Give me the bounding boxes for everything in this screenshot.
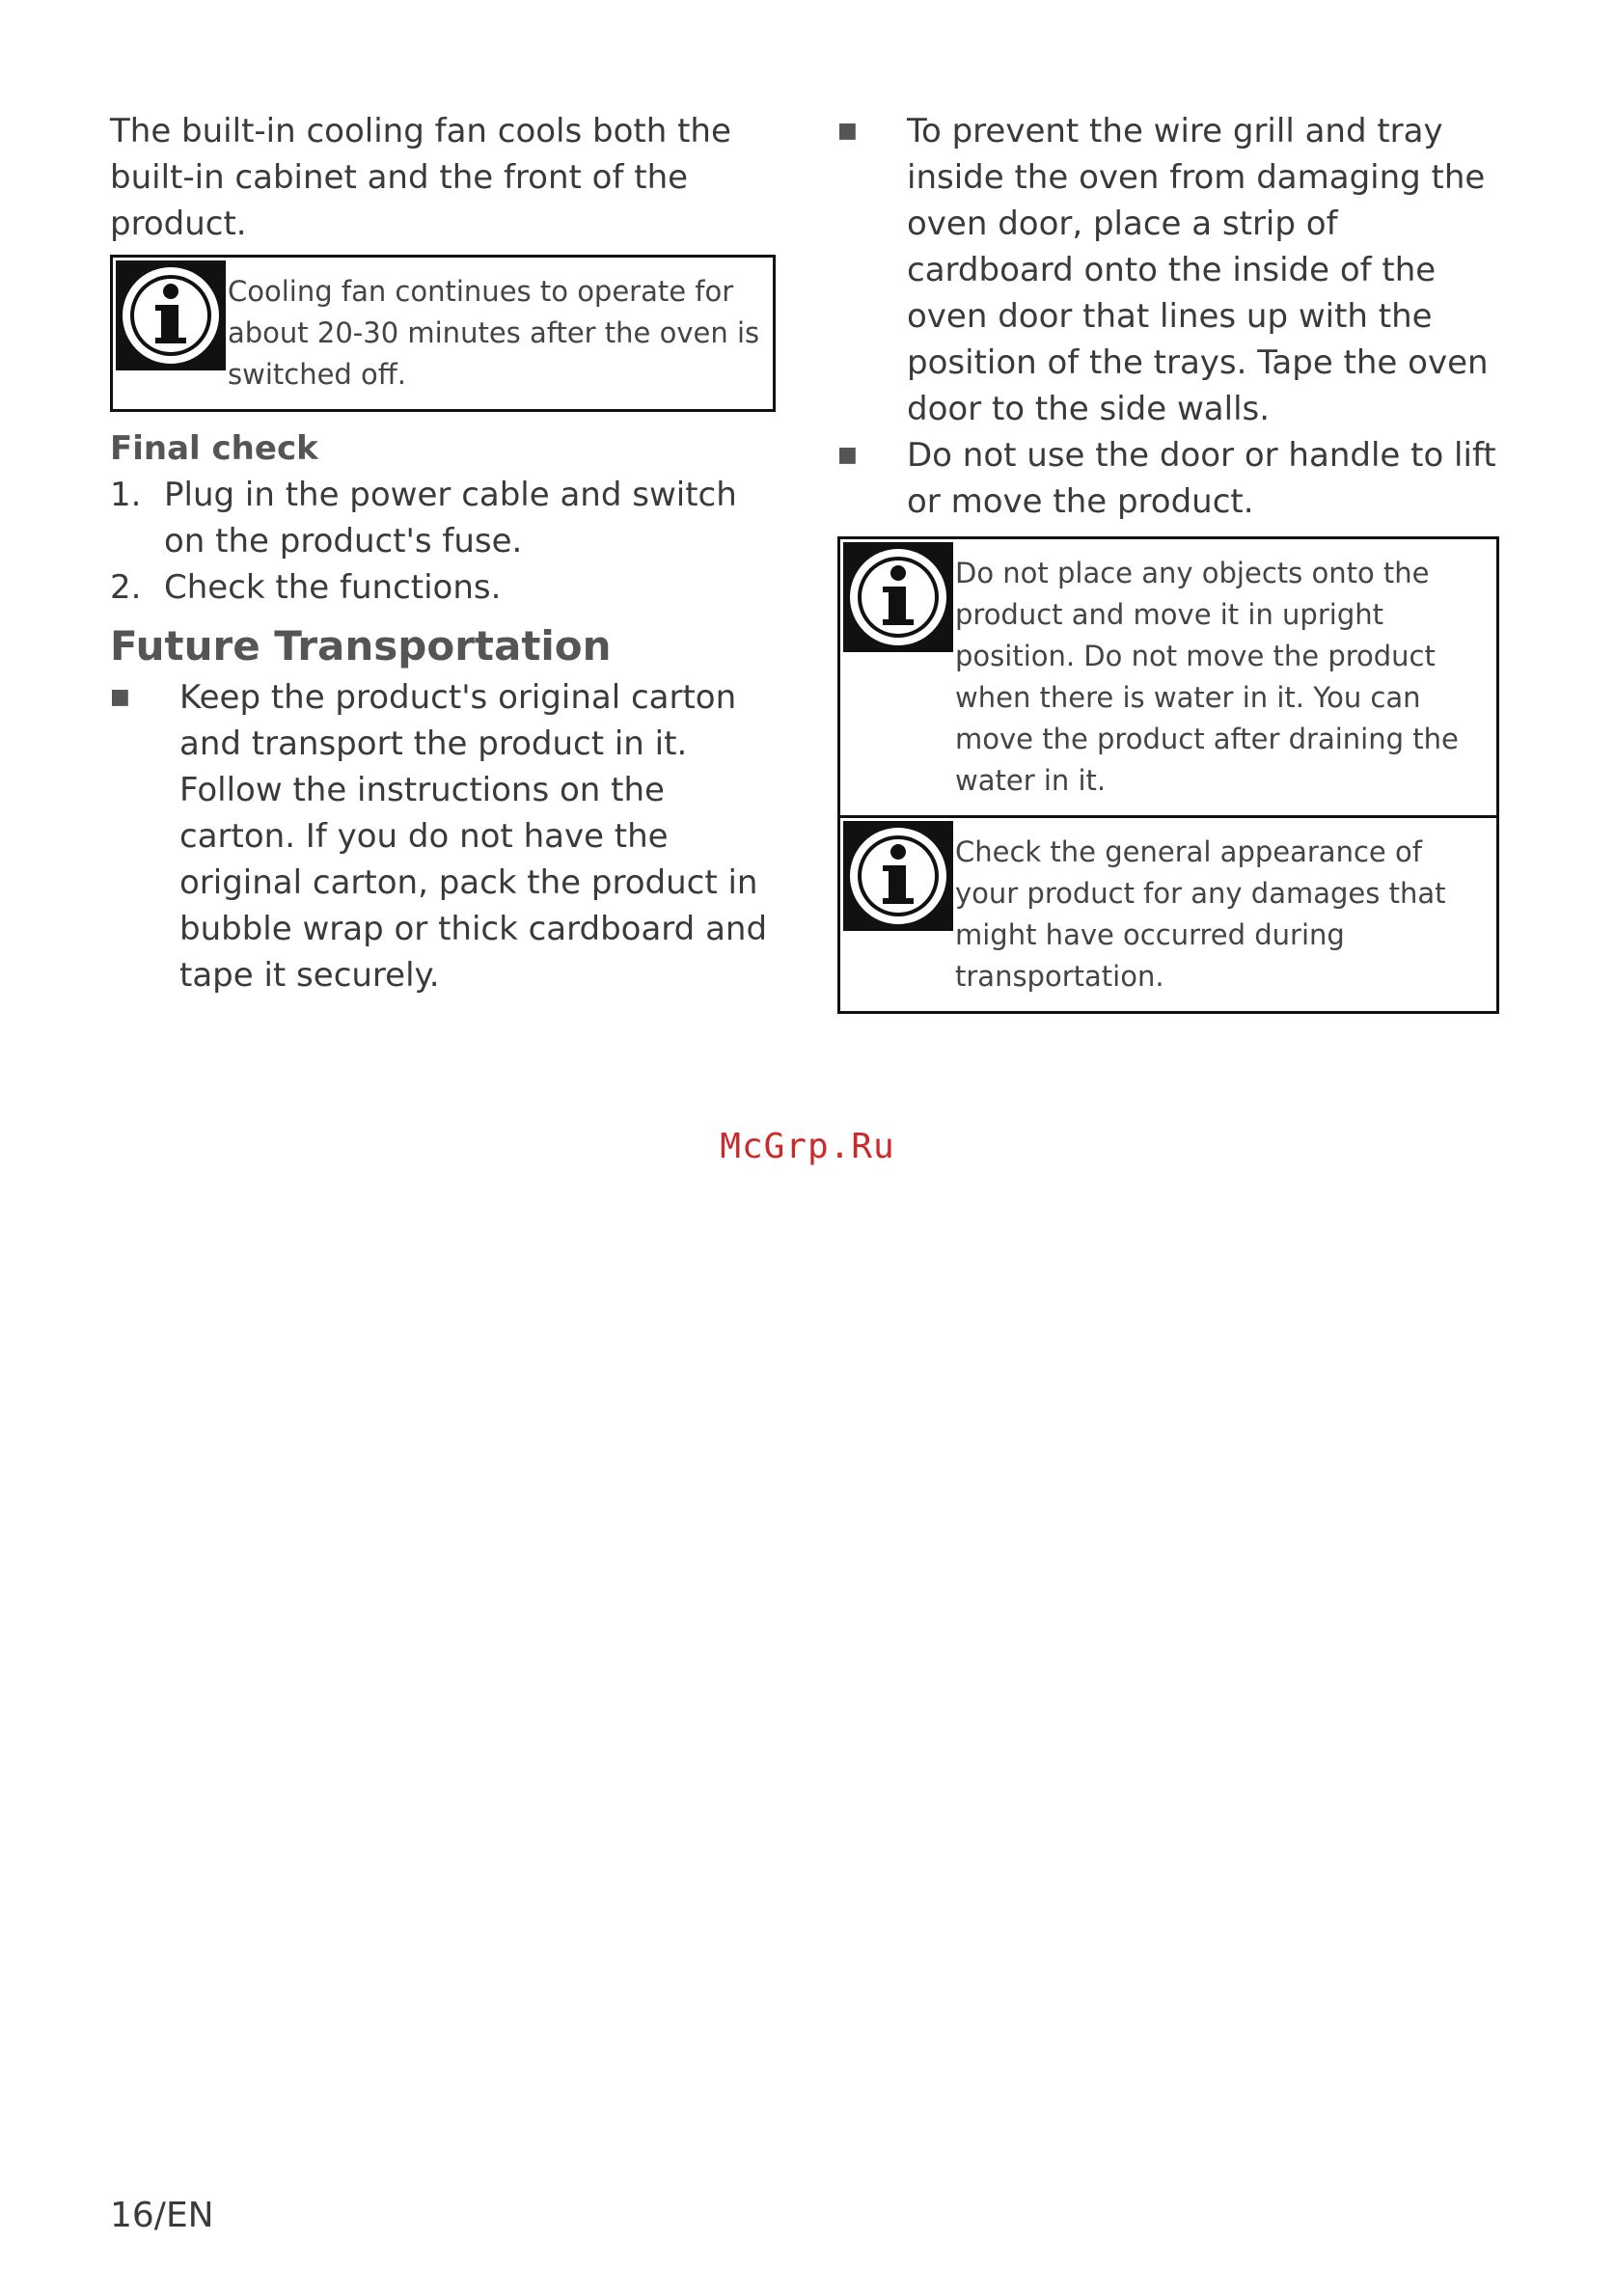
step-number: 1. bbox=[110, 476, 142, 514]
square-bullet-icon: ■ bbox=[837, 119, 858, 143]
bullet-text: Do not use the door or handle to lift or move the product. bbox=[907, 436, 1496, 521]
list-item bbox=[837, 108, 1513, 432]
square-bullet-icon: ■ bbox=[837, 443, 858, 467]
list-item bbox=[837, 432, 1513, 525]
step-text: Check the functions. bbox=[164, 568, 502, 607]
step-number: 2. bbox=[110, 568, 142, 607]
info-icon bbox=[843, 821, 953, 931]
step-text: Plug in the power cable and switch on the product's fuse. bbox=[164, 476, 737, 560]
watermark: McGrp.Ru bbox=[720, 1127, 895, 1166]
future-transport-bullets bbox=[110, 674, 776, 998]
list-item bbox=[110, 564, 776, 611]
info-box-group bbox=[837, 536, 1499, 1014]
info-text: Do not place any objects onto the product and move it in upright position. Do not move the product when there is water in it. You can move the product after draining the water in it. bbox=[955, 557, 1459, 797]
info-icon bbox=[843, 542, 953, 652]
bullet-text: Keep the product's original carton and transport the product in it. Follow the instructions on the carton. If you do not have the original carton, pack the product in bubble wrap or thick cardboard and tape it securely. bbox=[179, 678, 768, 995]
page-number: 16/EN bbox=[110, 2196, 214, 2235]
right-column bbox=[837, 108, 1513, 1014]
right-bullets bbox=[837, 108, 1513, 525]
list-item bbox=[110, 674, 776, 998]
info-box-moving bbox=[840, 539, 1496, 815]
final-check-steps bbox=[110, 472, 776, 611]
square-bullet-icon: ■ bbox=[110, 685, 130, 709]
list-item bbox=[110, 472, 776, 564]
final-check-heading: Final check bbox=[110, 429, 318, 468]
left-column bbox=[110, 108, 776, 998]
bullet-text: To prevent the wire grill and tray inside the oven from damaging the oven door, place a strip of cardboard onto the inside of the oven door that lines up with the position of the trays. Tape the oven door to the side walls. bbox=[907, 112, 1489, 428]
intro-paragraph: The built-in cooling fan cools both the built-in cabinet and the front of the product. bbox=[110, 112, 731, 243]
info-box-cooling bbox=[110, 255, 776, 412]
info-icon bbox=[116, 260, 226, 370]
info-box-damage-check bbox=[840, 818, 1496, 1011]
info-text: Check the general appearance of your product for any damages that might have occurred during transportation. bbox=[955, 835, 1446, 993]
future-transportation-heading: Future Transportation bbox=[110, 622, 612, 670]
info-text: Cooling fan continues to operate for about 20-30 minutes after the oven is switched off. bbox=[228, 275, 760, 391]
